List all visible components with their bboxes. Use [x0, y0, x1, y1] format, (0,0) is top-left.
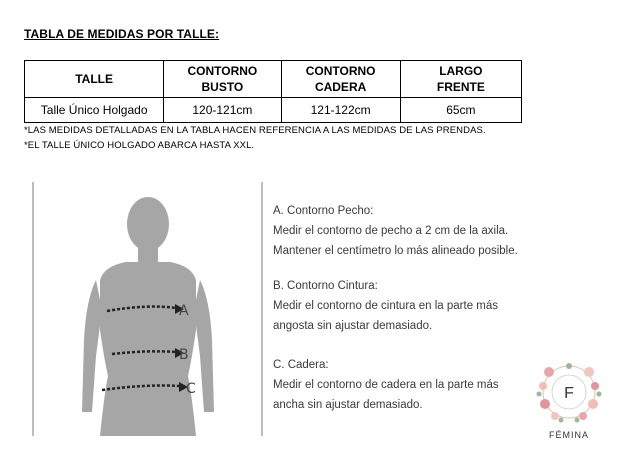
- cell-largo: 65cm: [400, 98, 521, 123]
- header-contorno-cadera: CONTORNO CADERA: [281, 61, 400, 98]
- guide-cintura: B. Contorno Cintura: Medir el contorno de cintura en la parte más angosta sin ajustar demasiado.: [273, 280, 499, 332]
- brand-name: FÉMINA: [549, 430, 590, 440]
- label-b: B: [179, 347, 189, 363]
- header-talle: TALLE: [25, 61, 164, 98]
- header-largo-frente: LARGO FRENTE: [400, 61, 521, 98]
- table-title: TABLA DE MEDIDAS POR TALLE:: [24, 27, 220, 41]
- cell-cadera: 121-122cm: [281, 98, 400, 123]
- guide-pecho: A. Contorno Pecho: Medir el contorno de pecho a 2 cm de la axila. Mantener el centímetro lo más alineado posible.: [273, 205, 518, 257]
- logo-letter: F: [564, 385, 574, 402]
- note-talle-unico: *EL TALLE ÚNICO HOLGADO ABARCA HASTA XXL.: [24, 140, 255, 151]
- guide-cadera: C. Cadera: Medir el contorno de cadera en la parte más ancha sin ajustar demasiado.: [273, 359, 499, 411]
- note-medidas: *LAS MEDIDAS DETALLADAS EN LA TABLA HACEN REFERENCIA A LAS MEDIDAS DE LAS PRENDAS.: [24, 125, 486, 136]
- cell-busto: 120-121cm: [164, 98, 281, 123]
- label-c: C: [186, 381, 196, 397]
- header-contorno-busto: CONTORNO BUSTO: [164, 61, 281, 98]
- table-header-row: [25, 61, 522, 98]
- table-row: [25, 98, 522, 123]
- label-a: A: [179, 303, 189, 319]
- size-table: [24, 60, 522, 123]
- cell-talle: Talle Único Holgado: [25, 98, 164, 123]
- measurement-figure: [30, 180, 270, 442]
- body-silhouette: [82, 197, 214, 436]
